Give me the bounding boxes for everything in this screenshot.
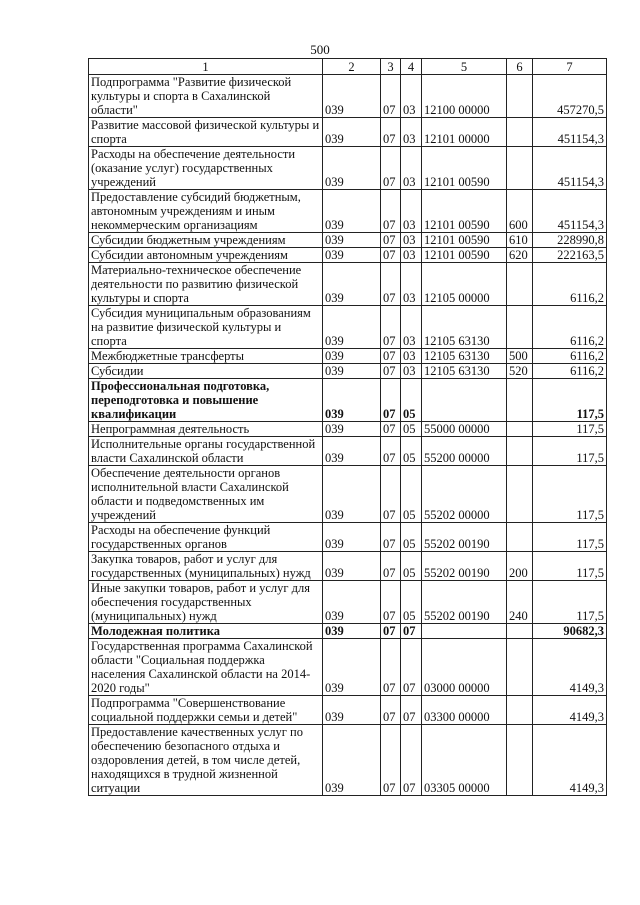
subsection-code-cell: 05 — [401, 552, 422, 581]
table-row — [89, 552, 607, 581]
header-cell: 2 — [323, 59, 381, 75]
amount-cell: 117,5 — [533, 422, 607, 437]
expense-type-code-cell — [507, 624, 533, 639]
expense-type-code-cell — [507, 725, 533, 796]
ministry-code-cell: 039 — [323, 364, 381, 379]
ministry-code-cell: 039 — [323, 466, 381, 523]
ministry-code-cell: 039 — [323, 639, 381, 696]
item-name-cell: Материально-техническое обеспечение деятельности по развитию физической культуры и спорта — [89, 263, 323, 306]
subsection-code-cell: 07 — [401, 696, 422, 725]
item-name-cell: Расходы на обеспечение функций государственных органов — [89, 523, 323, 552]
amount-cell: 4149,3 — [533, 639, 607, 696]
section-code-cell: 07 — [381, 581, 401, 624]
amount-cell: 6116,2 — [533, 364, 607, 379]
table-row — [89, 233, 607, 248]
header-cell: 7 — [533, 59, 607, 75]
subsection-code-cell: 03 — [401, 147, 422, 190]
ministry-code-cell: 039 — [323, 624, 381, 639]
ministry-code-cell: 039 — [323, 552, 381, 581]
ministry-code-cell: 039 — [323, 233, 381, 248]
section-code-cell: 07 — [381, 190, 401, 233]
section-code-cell: 07 — [381, 118, 401, 147]
target-article-code-cell — [422, 379, 507, 422]
header-cell: 6 — [507, 59, 533, 75]
ministry-code-cell: 039 — [323, 523, 381, 552]
ministry-code-cell: 039 — [323, 147, 381, 190]
expense-type-code-cell — [507, 523, 533, 552]
header-cell: 3 — [381, 59, 401, 75]
subsection-code-cell: 05 — [401, 437, 422, 466]
ministry-code-cell: 039 — [323, 118, 381, 147]
item-name-cell: Молодежная политика — [89, 624, 323, 639]
section-code-cell: 07 — [381, 422, 401, 437]
table-row — [89, 379, 607, 422]
table-row — [89, 118, 607, 147]
target-article-code-cell: 03300 00000 — [422, 696, 507, 725]
subsection-code-cell: 03 — [401, 118, 422, 147]
target-article-code-cell — [422, 624, 507, 639]
item-name-cell: Предоставление качественных услуг по обеспечению безопасного отдыха и оздоровления детей, в том числе детей, находящихся в трудной жизненной ситуации — [89, 725, 323, 796]
subsection-code-cell: 07 — [401, 639, 422, 696]
section-code-cell: 07 — [381, 639, 401, 696]
target-article-code-cell: 12101 00590 — [422, 190, 507, 233]
subsection-code-cell: 05 — [401, 581, 422, 624]
amount-cell: 6116,2 — [533, 263, 607, 306]
section-code-cell: 07 — [381, 552, 401, 581]
table-row — [89, 75, 607, 118]
amount-cell: 117,5 — [533, 379, 607, 422]
expense-type-code-cell — [507, 75, 533, 118]
item-name-cell: Подпрограмма "Развитие физической культуры и спорта в Сахалинской области" — [89, 75, 323, 118]
subsection-code-cell: 03 — [401, 349, 422, 364]
item-name-cell: Закупка товаров, работ и услуг для государственных (муниципальных) нужд — [89, 552, 323, 581]
header-cell: 5 — [422, 59, 507, 75]
ministry-code-cell: 039 — [323, 263, 381, 306]
subsection-code-cell: 03 — [401, 306, 422, 349]
amount-cell: 117,5 — [533, 552, 607, 581]
subsection-code-cell: 03 — [401, 190, 422, 233]
table-row — [89, 725, 607, 796]
table-row — [89, 263, 607, 306]
target-article-code-cell: 12101 00590 — [422, 147, 507, 190]
item-name-cell: Развитие массовой физической культуры и спорта — [89, 118, 323, 147]
table-row — [89, 306, 607, 349]
section-code-cell: 07 — [381, 248, 401, 263]
table-row — [89, 190, 607, 233]
target-article-code-cell: 12105 63130 — [422, 349, 507, 364]
amount-cell: 117,5 — [533, 523, 607, 552]
section-code-cell: 07 — [381, 466, 401, 523]
expense-type-code-cell — [507, 422, 533, 437]
item-name-cell: Обеспечение деятельности органов исполнительной власти Сахалинской области и подведомственных им учреждений — [89, 466, 323, 523]
target-article-code-cell: 55202 00190 — [422, 552, 507, 581]
item-name-cell: Иные закупки товаров, работ и услуг для обеспечения государственных (муниципальных) нужд — [89, 581, 323, 624]
item-name-cell: Подпрограмма "Совершенствование социальной поддержки семьи и детей" — [89, 696, 323, 725]
table-row — [89, 364, 607, 379]
target-article-code-cell: 12101 00000 — [422, 118, 507, 147]
expense-type-code-cell — [507, 147, 533, 190]
expense-type-code-cell: 200 — [507, 552, 533, 581]
expense-type-code-cell — [507, 437, 533, 466]
item-name-cell: Предоставление субсидий бюджетным, автономным учреждениям и иным некоммерческим организациям — [89, 190, 323, 233]
subsection-code-cell: 03 — [401, 248, 422, 263]
amount-cell: 90682,3 — [533, 624, 607, 639]
amount-cell: 117,5 — [533, 466, 607, 523]
item-name-cell: Расходы на обеспечение деятельности (оказание услуг) государственных учреждений — [89, 147, 323, 190]
section-code-cell: 07 — [381, 523, 401, 552]
expense-type-code-cell: 620 — [507, 248, 533, 263]
ministry-code-cell: 039 — [323, 422, 381, 437]
target-article-code-cell: 03000 00000 — [422, 639, 507, 696]
amount-cell: 6116,2 — [533, 306, 607, 349]
subsection-code-cell: 05 — [401, 466, 422, 523]
target-article-code-cell: 12101 00590 — [422, 248, 507, 263]
target-article-code-cell: 12101 00590 — [422, 233, 507, 248]
ministry-code-cell: 039 — [323, 581, 381, 624]
table-row — [89, 422, 607, 437]
subsection-code-cell: 07 — [401, 624, 422, 639]
amount-cell: 117,5 — [533, 437, 607, 466]
table-row — [89, 696, 607, 725]
target-article-code-cell: 55200 00000 — [422, 437, 507, 466]
amount-cell: 4149,3 — [533, 696, 607, 725]
section-code-cell: 07 — [381, 364, 401, 379]
expense-type-code-cell — [507, 696, 533, 725]
expense-type-code-cell: 520 — [507, 364, 533, 379]
target-article-code-cell: 12105 63130 — [422, 306, 507, 349]
expense-type-code-cell: 240 — [507, 581, 533, 624]
target-article-code-cell: 55202 00190 — [422, 581, 507, 624]
table-row — [89, 581, 607, 624]
amount-cell: 457270,5 — [533, 75, 607, 118]
ministry-code-cell: 039 — [323, 696, 381, 725]
subsection-code-cell: 03 — [401, 233, 422, 248]
header-cell: 1 — [89, 59, 323, 75]
subsection-code-cell: 03 — [401, 75, 422, 118]
subsection-code-cell: 03 — [401, 263, 422, 306]
ministry-code-cell: 039 — [323, 349, 381, 364]
ministry-code-cell: 039 — [323, 725, 381, 796]
subsection-code-cell: 03 — [401, 364, 422, 379]
expense-type-code-cell: 500 — [507, 349, 533, 364]
section-code-cell: 07 — [381, 437, 401, 466]
expense-type-code-cell — [507, 306, 533, 349]
amount-cell: 222163,5 — [533, 248, 607, 263]
section-code-cell: 07 — [381, 306, 401, 349]
item-name-cell: Непрограммная деятельность — [89, 422, 323, 437]
subsection-code-cell: 07 — [401, 725, 422, 796]
item-name-cell: Исполнительные органы государственной власти Сахалинской области — [89, 437, 323, 466]
section-code-cell: 07 — [381, 147, 401, 190]
amount-cell: 4149,3 — [533, 725, 607, 796]
expense-type-code-cell — [507, 379, 533, 422]
ministry-code-cell: 039 — [323, 306, 381, 349]
ministry-code-cell: 039 — [323, 190, 381, 233]
item-name-cell: Субсидии автономным учреждениям — [89, 248, 323, 263]
target-article-code-cell: 12105 63130 — [422, 364, 507, 379]
ministry-code-cell: 039 — [323, 75, 381, 118]
amount-cell: 451154,3 — [533, 190, 607, 233]
table-header-row — [89, 59, 607, 75]
expense-type-code-cell: 610 — [507, 233, 533, 248]
ministry-code-cell: 039 — [323, 437, 381, 466]
expense-type-code-cell: 600 — [507, 190, 533, 233]
expense-type-code-cell — [507, 118, 533, 147]
amount-cell: 451154,3 — [533, 118, 607, 147]
item-name-cell: Субсидии бюджетным учреждениям — [89, 233, 323, 248]
target-article-code-cell: 55202 00190 — [422, 523, 507, 552]
item-name-cell: Субсидия муниципальным образованиям на развитие физической культуры и спорта — [89, 306, 323, 349]
ministry-code-cell: 039 — [323, 379, 381, 422]
expense-type-code-cell — [507, 639, 533, 696]
table-row — [89, 437, 607, 466]
target-article-code-cell: 55000 00000 — [422, 422, 507, 437]
table-row — [89, 466, 607, 523]
amount-cell: 117,5 — [533, 581, 607, 624]
page-number: 500 — [310, 42, 330, 57]
section-code-cell: 07 — [381, 379, 401, 422]
target-article-code-cell: 12100 00000 — [422, 75, 507, 118]
subsection-code-cell: 05 — [401, 422, 422, 437]
table-row — [89, 639, 607, 696]
section-code-cell: 07 — [381, 233, 401, 248]
table-row — [89, 349, 607, 364]
section-code-cell: 07 — [381, 349, 401, 364]
section-code-cell: 07 — [381, 624, 401, 639]
budget-table — [88, 58, 607, 796]
table-row — [89, 523, 607, 552]
target-article-code-cell: 12105 00000 — [422, 263, 507, 306]
section-code-cell: 07 — [381, 696, 401, 725]
section-code-cell: 07 — [381, 725, 401, 796]
section-code-cell: 07 — [381, 263, 401, 306]
table-row — [89, 248, 607, 263]
subsection-code-cell: 05 — [401, 523, 422, 552]
subsection-code-cell: 05 — [401, 379, 422, 422]
item-name-cell: Субсидии — [89, 364, 323, 379]
item-name-cell: Межбюджетные трансферты — [89, 349, 323, 364]
ministry-code-cell: 039 — [323, 248, 381, 263]
item-name-cell: Государственная программа Сахалинской области "Социальная поддержка населения Сахалинской области на 2014-2020 годы" — [89, 639, 323, 696]
table-row — [89, 624, 607, 639]
amount-cell: 6116,2 — [533, 349, 607, 364]
header-cell: 4 — [401, 59, 422, 75]
target-article-code-cell: 55202 00000 — [422, 466, 507, 523]
expense-type-code-cell — [507, 263, 533, 306]
section-code-cell: 07 — [381, 75, 401, 118]
amount-cell: 451154,3 — [533, 147, 607, 190]
amount-cell: 228990,8 — [533, 233, 607, 248]
table-row — [89, 147, 607, 190]
item-name-cell: Профессиональная подготовка, переподготовка и повышение квалификации — [89, 379, 323, 422]
expense-type-code-cell — [507, 466, 533, 523]
target-article-code-cell: 03305 00000 — [422, 725, 507, 796]
